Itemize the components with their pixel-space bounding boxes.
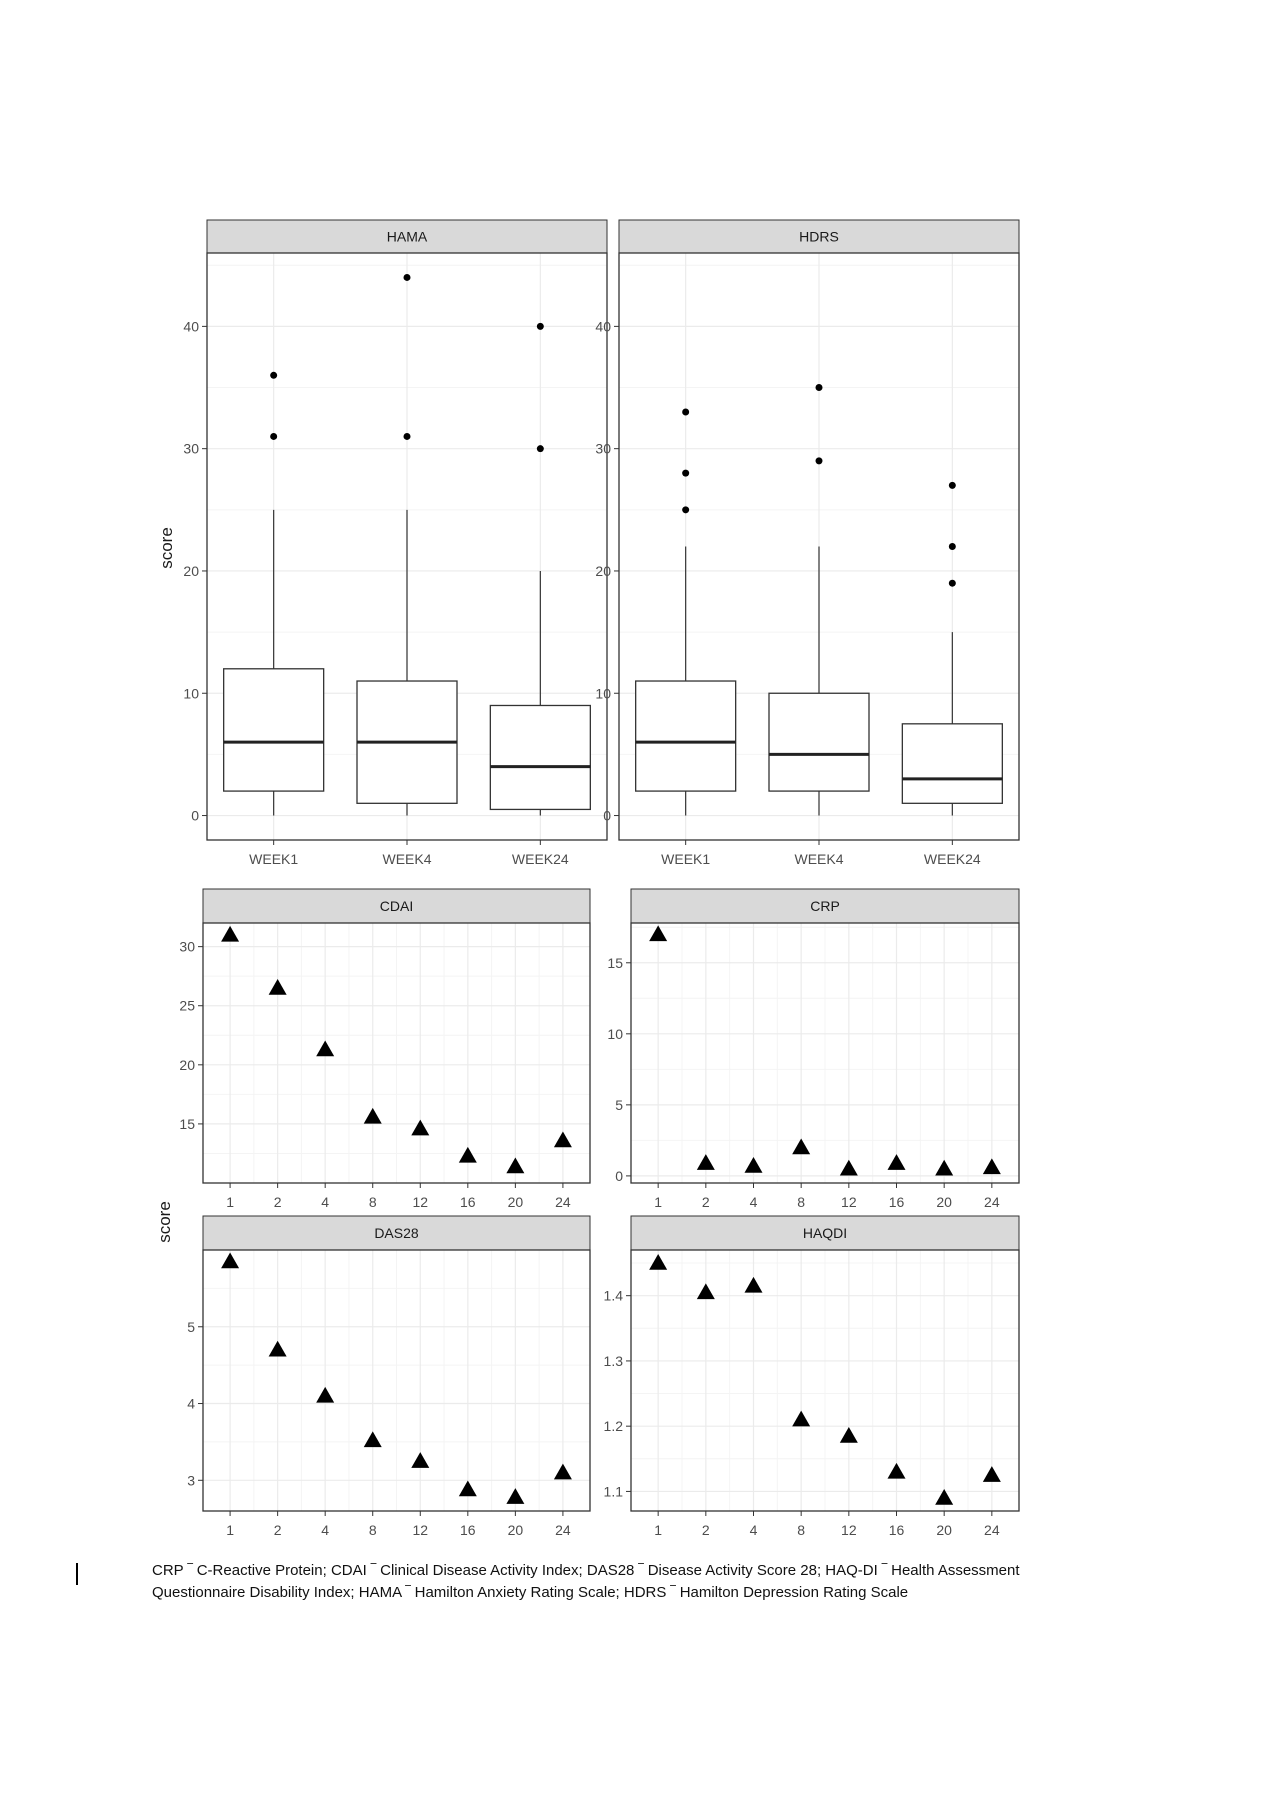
haqdi-x-tick-label: 4 [749, 1522, 758, 1538]
crp-x-tick-label: 20 [936, 1194, 952, 1210]
hama-y-tick-label: 40 [183, 318, 199, 335]
das28-x-tick-label: 20 [507, 1522, 524, 1538]
hama-outlier-point [404, 433, 411, 440]
crp-x-tick-label: 1 [654, 1194, 663, 1210]
hdrs-outlier-point [816, 384, 823, 391]
hama-outlier-point [270, 433, 277, 440]
das28-x-tick-label: 1 [226, 1522, 234, 1538]
das28-x-tick-label: 4 [321, 1522, 330, 1538]
hdrs-box [902, 724, 1002, 803]
haqdi-x-tick-label: 16 [888, 1522, 905, 1538]
hama-x-tick-label: WEEK24 [511, 851, 569, 867]
hdrs-outlier-point [682, 506, 689, 513]
cdai-y-tick-label: 25 [179, 997, 195, 1014]
hama-outlier-point [404, 274, 411, 281]
cdai-x-tick-label: 2 [273, 1194, 282, 1210]
crp-y-tick-label: 0 [615, 1167, 623, 1184]
hama-outlier-point [270, 372, 277, 379]
hdrs-box [769, 693, 869, 791]
margin-change-bar [76, 1563, 78, 1585]
hdrs-outlier-point [949, 580, 956, 587]
das28-y-tick-label: 5 [187, 1318, 195, 1335]
hama-box [224, 669, 324, 791]
haqdi-y-tick-label: 1.2 [603, 1418, 623, 1435]
hdrs-panel-title: HDRS [799, 228, 839, 245]
hdrs-outlier-point [682, 408, 689, 415]
hama-y-tick-label: 20 [183, 562, 199, 579]
hdrs-y-tick-label: 30 [595, 440, 611, 457]
cdai-y-tick-label: 20 [179, 1056, 195, 1073]
cdai-x-tick-label: 1 [226, 1194, 234, 1210]
cdai-x-tick-label: 4 [321, 1194, 330, 1210]
haqdi-panel-title: HAQDI [802, 1225, 848, 1241]
cdai-x-tick-label: 20 [507, 1194, 524, 1210]
hama-outlier-point [537, 323, 544, 330]
crp-x-tick-label: 2 [701, 1194, 710, 1210]
caption-line-2: Questionnaire Disability Index; HAMA ‾ Hamilton Anxiety Rating Scale; HDRS ‾ Hamilton Depression Rating Scale [152, 1584, 909, 1601]
hdrs-y-tick-label: 10 [595, 685, 611, 702]
haqdi-x-tick-label: 12 [841, 1522, 857, 1538]
hdrs-x-tick-label: WEEK1 [661, 851, 711, 867]
hdrs-y-tick-label: 40 [595, 318, 611, 335]
cdai-x-tick-label: 12 [412, 1194, 429, 1210]
crp-y-tick-label: 5 [615, 1096, 623, 1113]
hdrs-outlier-point [682, 470, 689, 477]
cdai-x-tick-label: 24 [555, 1194, 571, 1210]
haqdi-x-tick-label: 20 [936, 1522, 952, 1538]
bottom-y-axis-label: score [155, 1201, 174, 1243]
cdai-y-tick-label: 30 [179, 938, 195, 955]
das28-y-tick-label: 4 [187, 1395, 195, 1412]
hama-x-tick-label: WEEK1 [249, 851, 299, 867]
haqdi-x-tick-label: 2 [701, 1522, 710, 1538]
hdrs-y-tick-label: 20 [595, 562, 611, 579]
cdai-x-tick-label: 16 [460, 1194, 476, 1210]
hama-y-tick-label: 30 [183, 440, 199, 457]
crp-x-tick-label: 24 [984, 1194, 1000, 1210]
das28-panel-title: DAS28 [374, 1225, 419, 1241]
crp-y-tick-label: 10 [607, 1025, 623, 1042]
hdrs-outlier-point [949, 543, 956, 550]
crp-x-tick-label: 8 [797, 1194, 806, 1210]
das28-x-tick-label: 24 [555, 1522, 571, 1538]
hama-x-tick-label: WEEK4 [382, 851, 432, 867]
haqdi-y-tick-label: 1.3 [603, 1352, 623, 1369]
haqdi-x-tick-label: 8 [797, 1522, 806, 1538]
hama-y-tick-label: 10 [183, 685, 199, 702]
hdrs-outlier-point [816, 457, 823, 464]
das28-x-tick-label: 2 [273, 1522, 282, 1538]
crp-x-tick-label: 12 [841, 1194, 857, 1210]
das28-y-tick-label: 3 [187, 1472, 195, 1489]
das28-x-tick-label: 8 [368, 1522, 377, 1538]
crp-y-tick-label: 15 [607, 954, 623, 971]
haqdi-x-tick-label: 1 [654, 1522, 663, 1538]
cdai-y-tick-label: 15 [179, 1115, 195, 1132]
hdrs-x-tick-label: WEEK4 [794, 851, 844, 867]
caption-line-1: CRP ‾ C-Reactive Protein; CDAI ‾ Clinical Disease Activity Index; DAS28 ‾ Disease Activity Score 28; HAQ-DI ‾ Health Assessment [152, 1562, 1020, 1579]
hama-box [490, 705, 590, 809]
crp-panel-title: CRP [810, 898, 840, 914]
hama-outlier-point [537, 445, 544, 452]
figure-caption [152, 1560, 1102, 1604]
hdrs-x-tick-label: WEEK24 [923, 851, 981, 867]
cdai-x-tick-label: 8 [368, 1194, 377, 1210]
hama-panel-title: HAMA [386, 228, 428, 245]
hdrs-box [636, 681, 736, 791]
top-y-axis-label: score [157, 527, 176, 569]
haqdi-y-tick-label: 1.1 [603, 1483, 623, 1500]
cdai-panel-title: CDAI [379, 898, 414, 914]
hdrs-outlier-point [949, 482, 956, 489]
das28-x-tick-label: 16 [460, 1522, 476, 1538]
haqdi-y-tick-label: 1.4 [603, 1287, 623, 1304]
crp-x-tick-label: 4 [749, 1194, 758, 1210]
hama-y-tick-label: 0 [191, 807, 199, 824]
das28-x-tick-label: 12 [412, 1522, 429, 1538]
crp-x-tick-label: 16 [888, 1194, 905, 1210]
haqdi-x-tick-label: 24 [984, 1522, 1000, 1538]
hdrs-y-tick-label: 0 [603, 807, 611, 824]
